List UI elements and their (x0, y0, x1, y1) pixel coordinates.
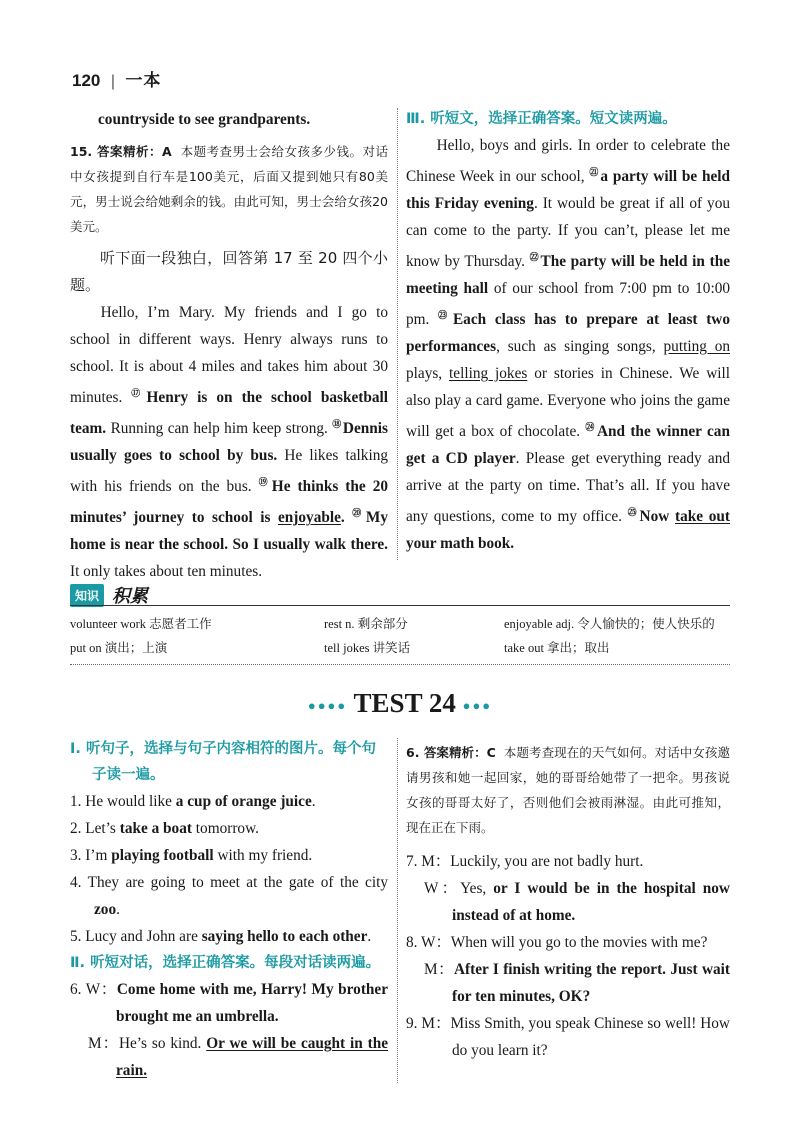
dialogue-8-w (406, 929, 730, 956)
key-19-end: . (340, 509, 345, 526)
sentence-3 (70, 842, 388, 869)
title-dots-right: ●●● (462, 697, 493, 713)
key-20: My home is near the school. So I usually walk there. (70, 509, 388, 553)
passage-part: of our school from 7:00 pm to 10:00 pm. (406, 280, 730, 328)
monologue-part: Hello, I’m Mary. My friends and I go to school in different ways. Henry always runs to school. It is about 4 miles and takes him about 30 minutes. (70, 304, 388, 406)
knowledge-meaning: 演出；上演 (104, 640, 168, 655)
column-divider-top (397, 108, 398, 560)
sentence-text: 1. He would like (70, 793, 176, 810)
sentence-text: . (367, 928, 372, 945)
continued-line: countryside to see grandparents. (98, 111, 311, 128)
top-left-column (70, 106, 388, 585)
knowledge-item (70, 612, 212, 636)
marker-23: ㉓ (438, 310, 452, 320)
sentence-text: with my friend. (213, 847, 313, 864)
speaker-label: 6. W： (70, 981, 117, 998)
key-21: a party will be held this Friday evening (406, 168, 731, 212)
dialogue-key-underlined: Or we will be caught in the rain. (116, 1035, 388, 1079)
dialogue-text: When will you go to the movies with me? (450, 934, 708, 951)
sentence-1 (70, 788, 388, 815)
phrase-telling-jokes: telling jokes (449, 365, 528, 382)
monologue-instruction: 听下面一段独白，回答第 17 至 20 四个小题。 (70, 249, 388, 294)
key-19: He thinks the 20 minutes’ journey to school is (70, 478, 388, 526)
monologue-text (70, 299, 388, 585)
sentence-text: 2. Let’s (70, 820, 120, 837)
marker-22: ㉒ (529, 252, 540, 262)
sentence-text: . (116, 901, 120, 918)
dialogue-key: Come home with me, Harry! My brother brought me an umbrella. (116, 981, 389, 1025)
key-17: Henry is on the school basketball team. (70, 389, 388, 437)
answer-15-text: 本题考查男士会给女孩多少钱。对话中女孩提到自行车是100美元，后面又提到她只有80美元，男士说会给她剩余的钱。由此可知，男士会给女孩20美元。 (70, 144, 388, 234)
dialogue-key: or I would be in the hospital now instead of at home. (452, 880, 730, 924)
section-1-heading: Ⅰ. 听句子，选择与句子内容相符的图片。每个句子读一遍。 (70, 741, 376, 783)
sentence-text: tomorrow. (191, 820, 259, 837)
knowledge-term: volunteer work (70, 617, 147, 631)
passage-part: plays, (406, 365, 450, 382)
knowledge-header (70, 582, 730, 606)
column-divider-bottom (397, 738, 398, 1083)
dialogue-8-m (406, 956, 730, 1010)
answer-6 (406, 740, 730, 840)
passage-part: . Please get everything ready and arrive at the party on time. That’s all. If you have any questions, come to my office. (406, 450, 730, 525)
passage-part: or stories in Chinese. We will also play a card game. Everyone who joins the game will get a box of chocolate. (406, 365, 730, 440)
key-24: And the winner can get a CD player (406, 423, 730, 467)
dialogue-7-m (406, 848, 730, 875)
sentence-key: zoo (94, 901, 117, 918)
key-22: The party will be held in the meeting hall (406, 253, 731, 297)
answer-6-text: 本题考查现在的天气如何。对话中女孩邀请男孩和她一起回家，她的哥哥给她带了一把伞。男孩说女孩的哥哥太好了，否则他们会被雨淋湿。由此可推知，现在正在下雨。 (406, 745, 730, 835)
passage-part: Hello, boys and girls. In order to celebrate the Chinese Week in our school, (406, 137, 730, 185)
title-dots-left: ●●●● (307, 697, 348, 713)
knowledge-item (504, 612, 715, 636)
knowledge-top-rule (70, 605, 730, 606)
section-2-heading: Ⅱ. 听短对话，选择正确答案。每段对话读两遍。 (70, 955, 381, 971)
knowledge-meaning: 讲笑话 (372, 640, 411, 655)
knowledge-item (70, 636, 167, 660)
key-25-end: your math book. (406, 535, 515, 552)
header-separator: | (110, 73, 115, 90)
knowledge-meaning: 志愿者工作 (149, 616, 212, 631)
section-3-heading: Ⅲ. 听短文，选择正确答案。短文读两遍。 (406, 111, 677, 127)
knowledge-term: take out (504, 641, 544, 655)
sentence-key: saying hello to each other (201, 928, 368, 945)
key-19-underlined: enjoyable (278, 509, 341, 526)
page-number: 120 (72, 71, 101, 90)
marker-21: ㉑ (589, 167, 600, 177)
answer-15 (70, 139, 388, 239)
speaker-label: 8. W： (406, 934, 451, 951)
dialogue-text: He’s so kind. (118, 1035, 207, 1052)
knowledge-item (504, 636, 610, 660)
page-header (72, 66, 161, 91)
dialogue-key: After I finish writing the report. Just wait for ten minutes, OK? (452, 961, 730, 1005)
sentence-key: a cup of orange juice (175, 793, 312, 810)
knowledge-term: put on (70, 641, 102, 655)
speaker-label: 7. M： (406, 853, 451, 870)
sentence-text: 3. I’m (70, 847, 112, 864)
knowledge-bottom-rule (70, 664, 730, 665)
marker-25: ㉕ (627, 507, 639, 517)
passage-text (406, 132, 730, 557)
knowledge-term: enjoyable adj. (504, 617, 575, 631)
dialogue-9-m (406, 1010, 730, 1064)
bottom-right-column (406, 740, 730, 1064)
speaker-label: M： (88, 1035, 119, 1052)
sentence-text: . (311, 793, 316, 810)
passage-part: , such as singing songs, (496, 338, 664, 355)
speaker-label: W： (424, 880, 461, 897)
dialogue-6-w (70, 976, 388, 1030)
sentence-key: playing football (111, 847, 214, 864)
monologue-part: Running can help him keep strong. (106, 420, 333, 437)
knowledge-meaning: 剩余部分 (357, 616, 408, 631)
key-25: Now (639, 508, 675, 525)
dialogue-7-w (406, 875, 730, 929)
marker-17: ⑰ (131, 388, 146, 398)
speaker-label: 9. M： (406, 1015, 451, 1032)
marker-18: ⑱ (332, 419, 342, 429)
sentence-text: 4. They are going to meet at the gate of the city (70, 874, 388, 891)
monologue-part: He likes talking with his friends on the bus. (70, 447, 388, 495)
key-18: Dennis usually goes to school by bus. (70, 420, 388, 464)
dialogue-text: Yes, (460, 880, 494, 897)
marker-20: ⑳ (352, 508, 365, 518)
key-25-underlined: take out (675, 508, 730, 525)
sentence-key: take a boat (119, 820, 192, 837)
sentence-2 (70, 815, 388, 842)
test-title (0, 688, 800, 719)
knowledge-term: rest n. (324, 617, 355, 631)
bottom-left-column (70, 736, 388, 1084)
dialogue-text: Luckily, you are not badly hurt. (450, 853, 644, 870)
top-right-column (406, 106, 730, 557)
marker-19: ⑲ (258, 477, 271, 487)
knowledge-item (324, 612, 408, 636)
phrase-putting-on: putting on (663, 338, 730, 355)
speaker-label: M： (424, 961, 454, 978)
passage-part: . It would be great if all of you can come to the party. If you can’t, please let me know by Thursday. (406, 195, 731, 270)
brand-logo: 一本 (125, 71, 162, 91)
knowledge-meaning: 令人愉快的；使人快乐的 (577, 616, 715, 631)
answer-15-label: 15. 答案精析：A (70, 144, 172, 159)
monologue-part: It only takes about ten minutes. (70, 563, 263, 580)
key-23: Each class has to prepare at least two performances (406, 311, 730, 355)
test-title-text: TEST 24 (353, 688, 456, 718)
sentence-5 (70, 923, 388, 950)
knowledge-title: 积累 (112, 586, 149, 607)
dialogue-6-m (70, 1030, 388, 1084)
sentence-text: 5. Lucy and John are (70, 928, 202, 945)
knowledge-item (324, 636, 410, 660)
knowledge-meaning: 拿出；取出 (547, 640, 610, 655)
answer-6-label: 6. 答案精析：C (406, 745, 496, 760)
sentence-4 (70, 869, 388, 923)
knowledge-term: tell jokes (324, 641, 370, 655)
dialogue-text: Miss Smith, you speak Chinese so well! How do you learn it? (450, 1015, 730, 1059)
knowledge-badge: 知识 (70, 584, 104, 607)
marker-24: ㉔ (585, 422, 596, 432)
